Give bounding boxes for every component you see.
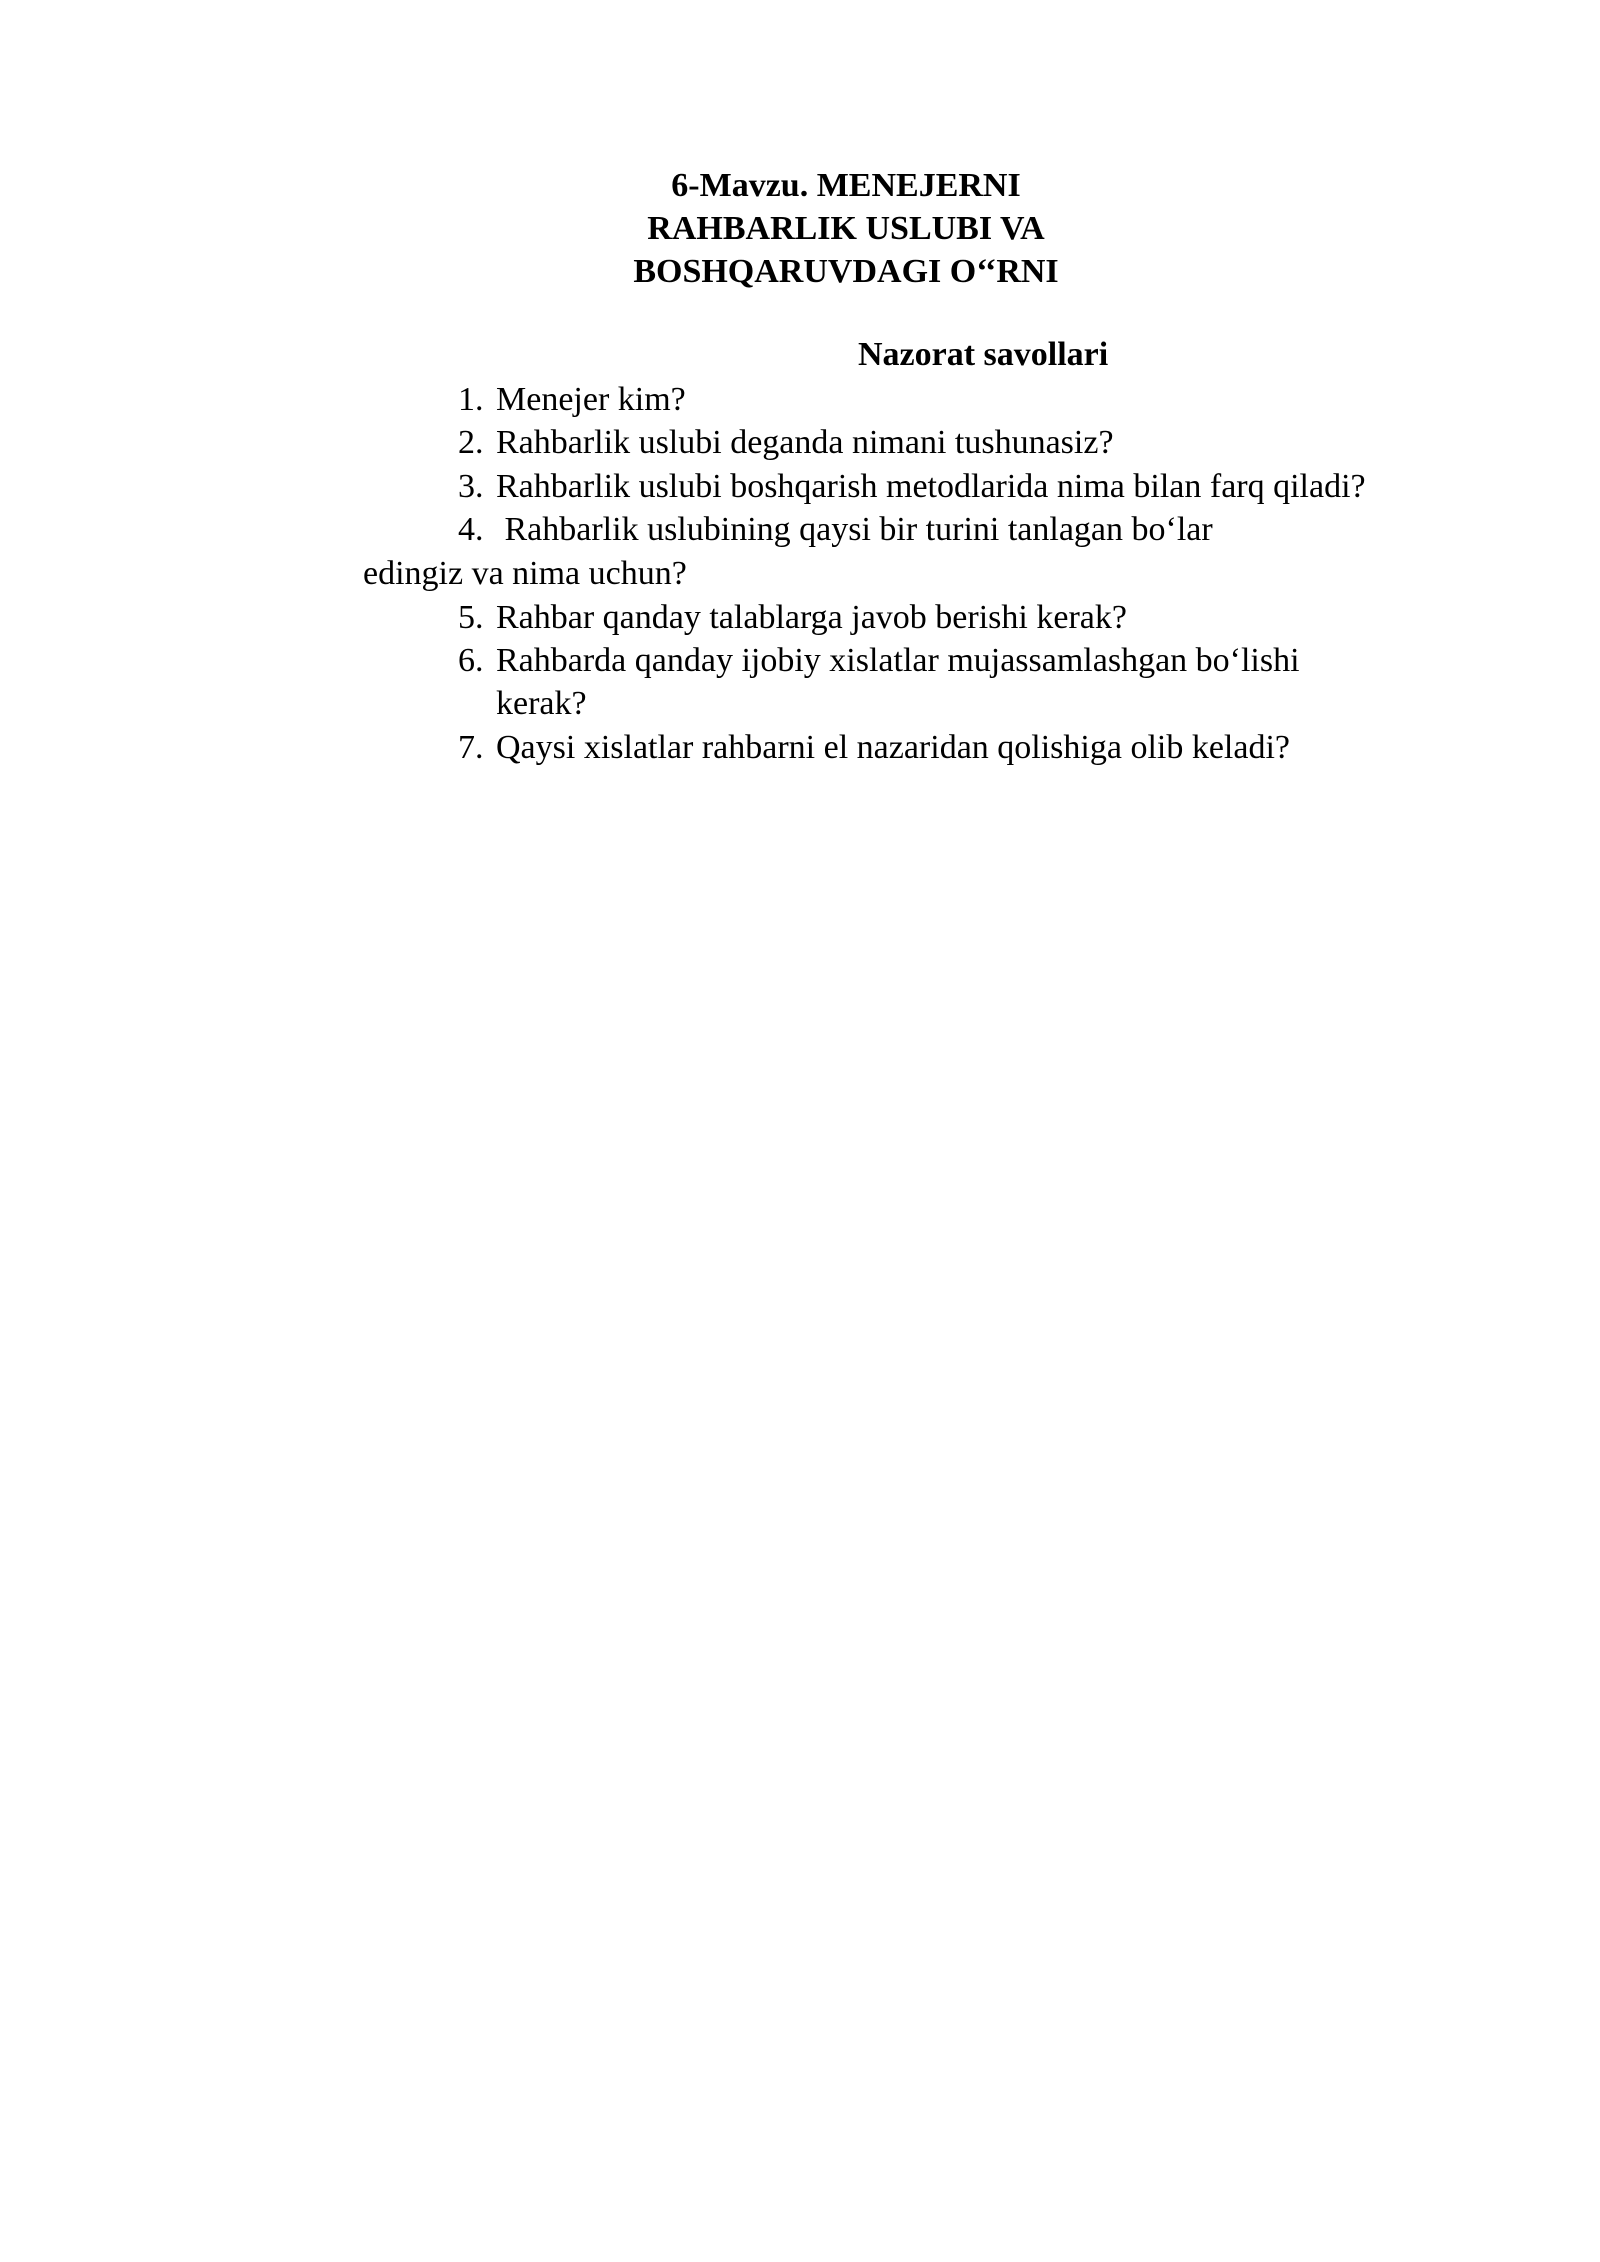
- question-item-7: [458, 726, 1290, 769]
- question-text: Qaysi xislatlar rahbarni el nazaridan qolishiga olib keladi?: [496, 729, 1291, 766]
- question-number: 7.: [458, 729, 484, 766]
- question-item-2: [458, 421, 1114, 464]
- question-number: 1.: [458, 381, 484, 418]
- question-text: Rahbarlik uslubi boshqarish metodlarida nima bilan farq qiladi?: [496, 468, 1366, 505]
- question-text: Rahbarlik uslubi deganda nimani tushunasiz?: [496, 424, 1114, 461]
- question-6-continuation: kerak?: [496, 685, 587, 722]
- question-number: 3.: [458, 468, 484, 505]
- question-number: 5.: [458, 599, 484, 636]
- question-item-3: [458, 465, 1366, 508]
- question-number: 6.: [458, 642, 484, 679]
- question-item-1: [458, 378, 686, 421]
- question-item-6: [458, 639, 1300, 682]
- title-line-3: BOSHQARUVDAGI O‘‘RNI: [633, 253, 1059, 290]
- question-number: 4.: [458, 511, 484, 548]
- question-text: Rahbarlik uslubining qaysi bir turini tanlagan bo‘lar: [496, 511, 1213, 548]
- question-text: Rahbar qanday talablarga javob berishi kerak?: [496, 599, 1127, 636]
- question-number: 2.: [458, 424, 484, 461]
- title-line-2: RAHBARLIK USLUBI VA: [647, 210, 1045, 247]
- question-item-5: [458, 596, 1127, 639]
- question-text: Menejer kim?: [496, 381, 686, 418]
- question-text: Rahbarda qanday ijobiy xislatlar mujassamlashgan bo‘lishi: [496, 642, 1300, 679]
- document-title: [446, 164, 1246, 293]
- question-4-continuation: edingiz va nima uchun?: [363, 555, 687, 592]
- title-line-1: 6-Mavzu. MENEJERNI: [671, 167, 1021, 204]
- question-item-4: [458, 508, 1213, 551]
- section-heading: Nazorat savollari: [858, 336, 1109, 373]
